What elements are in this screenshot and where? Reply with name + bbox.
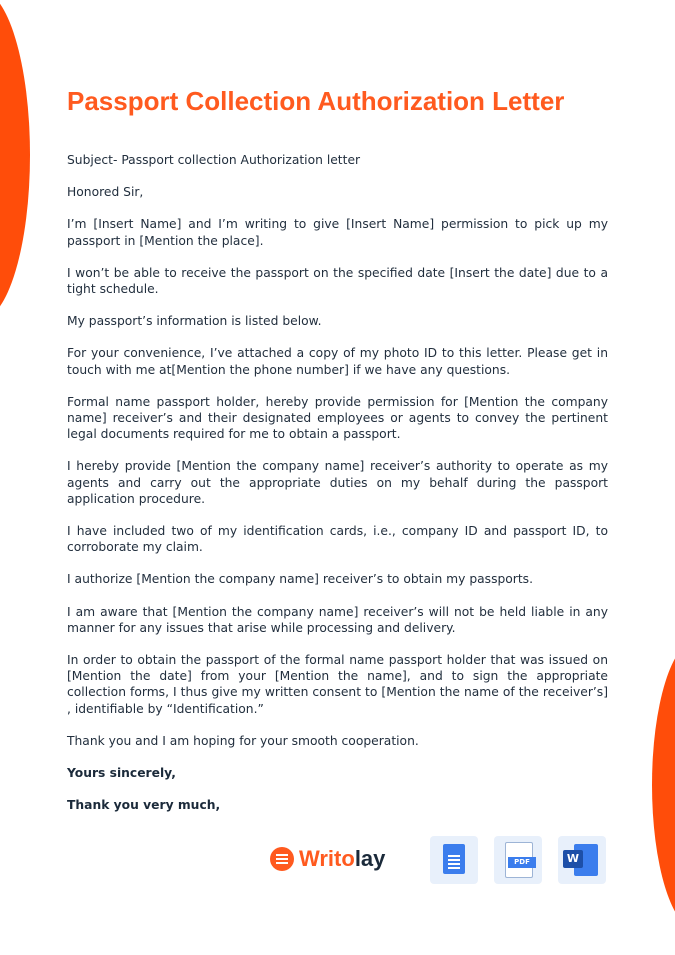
letter-subject: Subject- Passport collection Authorization letter	[67, 153, 361, 167]
brand-name: Writolay	[299, 846, 386, 871]
footer	[0, 834, 675, 886]
pdf-icon[interactable]	[494, 836, 542, 884]
letter-paragraph: Formal name passport holder, hereby provide permission for [Mention the company name] receiver’s and their designated employees or agents to convey the pertinent legal documents required for me to obtain a passport.	[67, 394, 608, 442]
letter-paragraph: For your convenience, I’ve attached a copy of my photo ID to this letter. Please get in touch with me at[Mention the phone number] if we have any questions.	[67, 346, 608, 377]
letter-body	[67, 152, 608, 829]
google-docs-icon[interactable]	[430, 836, 478, 884]
letter-closing: Yours sincerely,	[67, 766, 176, 781]
page-title: Passport Collection Authorization Letter	[67, 86, 565, 116]
letter-paragraph: I have included two of my identification cards, i.e., company ID and passport ID, to corroborate my claim.	[67, 524, 608, 555]
pdf-label: PDF	[508, 857, 536, 868]
letter-paragraph: I am aware that [Mention the company name] receiver’s will not be held liable in any manner for any issues that arise while processing and delivery.	[67, 604, 608, 635]
letter-salutation: Honored Sir,	[67, 185, 144, 200]
letter-paragraph: My passport’s information is listed below.	[67, 314, 322, 329]
letter-paragraph: I authorize [Mention the company name] receiver’s to obtain my passports.	[67, 572, 534, 587]
letter-paragraph: Thank you and I am hoping for your smooth cooperation.	[67, 733, 419, 748]
letter-paragraph: I’m [Insert Name] and I’m writing to give [Insert Name] permission to pick up my passport in [Mention the place].	[67, 217, 608, 248]
letter-paragraph: In order to obtain the passport of the formal name passport holder that was issued on [Mention the date] from your [Mention the name], and to sign the appropriate collection forms, I thus give my written consent to [Mention the name of the receiver’s] , identifiable by “Identification.”	[67, 653, 608, 716]
decorative-shape-right	[652, 640, 675, 930]
word-label: W	[563, 850, 583, 868]
decorative-shape-left	[0, 0, 30, 320]
writolay-logo[interactable]	[270, 844, 385, 874]
word-icon[interactable]	[558, 836, 606, 884]
writolay-logo-icon	[270, 847, 294, 871]
letter-paragraph: I hereby provide [Mention the company name] receiver’s authority to operate as my agents and carry out the appropriate duties on my behalf during the passport application procedure.	[67, 459, 608, 506]
letter-paragraph: I won’t be able to receive the passport on the specified date [Insert the date] due to a tight schedule.	[67, 265, 608, 297]
letter-signoff: Thank you very much,	[67, 798, 221, 813]
